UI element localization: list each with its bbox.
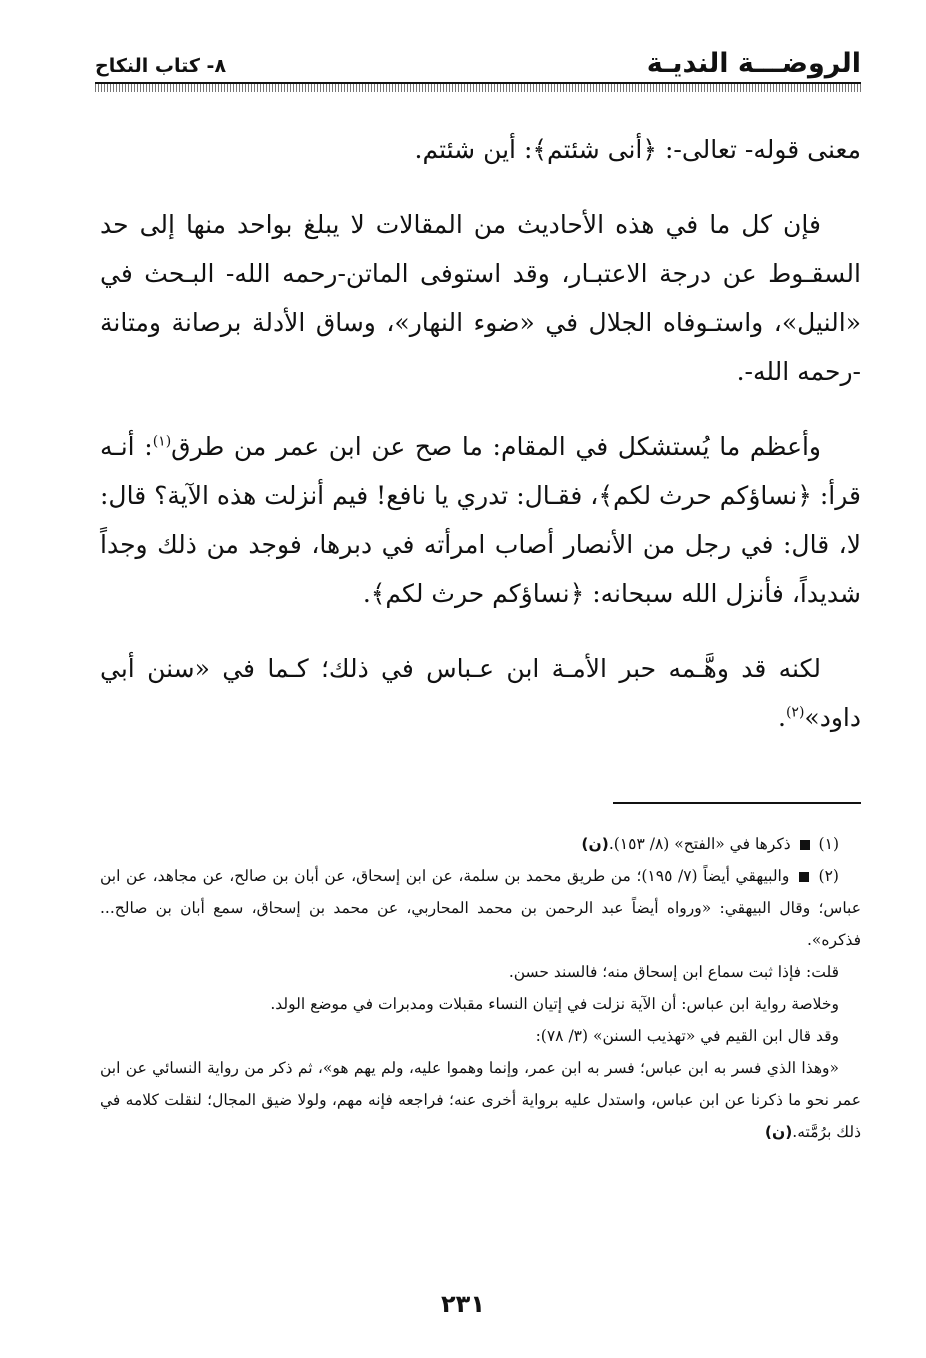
footnote-1 [100,828,861,860]
footnote-2-quote-text: «وهذا الذي فسر به ابن عباس؛ فسر به ابن عمر، وإنما وهموا عليه، ولم يهم هو»، ثم ذكر من رواية النسائي عن ابن عمر نحو ما ذكرنا عن ابن عباس، واستدل عليه برواية أخرى عنه؛ فراجعه فإنه مهم، ولولا ضيق المجال؛ لنقلت كلامه في ذلك برُمَّته. [100,1059,861,1141]
footnote-2-number: (٢) [818,867,839,885]
footnote-1-number: (١) [818,835,839,853]
paragraph-3-text-b: : أنـه قرأ: ﴿نساؤكم حرث لكم﴾، فقـال: تدري يا نافع! فيم أنزلت هذه الآية؟ قال: لا، قال: في رجل من الأنصار أصاب امرأته في دبرها، فوجد من ذلك وجداً شديداً، فأنزل الله سبحانه: ﴿نساؤكم حرث لكم﴾. [100,432,861,608]
paragraph-3-text-a: وأعظم ما يُستشكل في المقام: ما صح عن ابن عمر من طرق [171,432,821,461]
footnote-ref-2: (٢) [785,704,805,721]
paragraph-4 [100,644,861,742]
footnote-1-text: ذكرها في «الفتح» (٨/ ١٥٣). [608,835,791,853]
footnote-2-text: والبيهقي أيضاً (٧/ ١٩٥)؛ من طريق محمد بن سلمة، عن ابن إسحاق، عن أبان بن صالح، عن مجاهد، عن ابن عباس؛ وقال البيهقي: «ورواه أيضاً عبد الرحمن بن محمد المحاربي، عن محمد بن إسحاق، سمع أبان بن صالح... فذكره». [100,867,861,949]
header-rule [95,82,861,92]
main-text [100,125,861,742]
footnote-2-quote [100,1052,861,1148]
chapter-title: ٨- كتاب النكاح [95,55,227,77]
paragraph-1: معنى قوله- تعالى-: ﴿أنى شئتم﴾: أين شئتم. [414,135,861,164]
footnote-2-line-3: وخلاصة رواية ابن عباس: أن الآية نزلت في إتيان النساء مقبلات ومدبرات في موضع الولد. [270,995,839,1013]
editor-mark: (ن) [581,835,609,853]
square-bullet-icon [799,872,809,882]
paragraph-3 [100,422,861,618]
footnote-2-line-4: وقد قال ابن القيم في «تهذيب السنن» (٣/ ٧٨): [535,1027,839,1045]
book-title: الروضـــة النديـة [646,48,861,79]
footnotes [100,828,861,1148]
running-header [95,40,861,80]
paragraph-4-text-a: لكنه قد وهَّـمه حبر الأمـة ابن عـباس في ذلك؛ كـما في «سنن أبي داود» [100,654,861,732]
footnote-ref-1: (١) [152,433,172,450]
footnote-separator [613,802,861,804]
editor-mark: (ن) [764,1123,793,1141]
footnote-2-line-2: قلت: فإذا ثبت سماع ابن إسحاق منه؛ فالسند حسن. [508,963,839,981]
page-number: ٢٣١ [441,1290,485,1318]
footnote-2 [100,860,861,956]
paragraph-2: فإن كل ما في هذه الأحاديث من المقالات لا يبلغ بواحد منها إلى حد السقـوط عن درجة الاعتبـار، وقد استوفى الماتن-رحمه الله- البـحث في «النيل»، واستـوفاه الجلال في «ضوء النهار»، وساق الأدلة برصانة ومتانة -رحمه الله-. [100,210,861,386]
paragraph-4-text-b: . [777,703,786,732]
square-bullet-icon [800,840,810,850]
